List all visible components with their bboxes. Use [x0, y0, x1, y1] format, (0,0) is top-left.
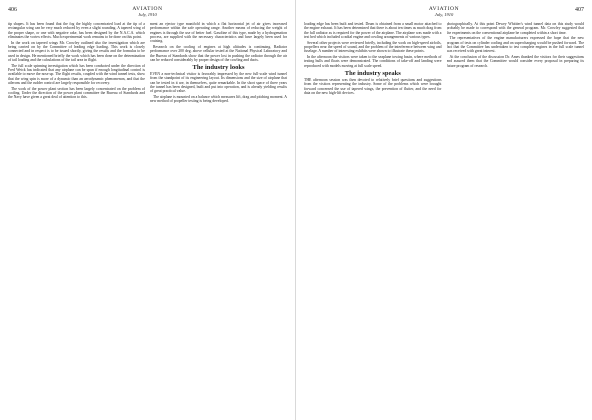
paragraph: In the work on tapered wings Mr. Crowley outlined also the investigation which are being carried on by the Committee of leading edge loading. This work is closely connected and in respect is to be issued shortly, giving the results and the formulas to be used in design. He mentioned briefly the work which has been done on the determination of tail loading and the calculations of the tail area in flight. [8, 40, 145, 62]
paragraph: The representatives of the engine manufacturers expressed the hope that the new program of tests on cylinder cooling and on supercharging would be pushed forward. The fact that the Committee has undertaken to test complete engines in the full scale tunnel was received with great interest. [446, 36, 584, 54]
right-page [296, 0, 592, 420]
paragraph: THE afternoon session was then devoted to relatively brief questions and suggestions from the visitors representing the industry. Some of the problems which were brought forward concerned the use of tapered wings, the prevention of flutter, and the need for data on the new high-lift devices. [304, 77, 442, 95]
left-page-header [8, 6, 287, 22]
left-header-title: AVIATION [132, 6, 163, 12]
right-header-date: July, 1910 [434, 12, 454, 17]
left-page-number: 406 [8, 7, 17, 13]
paragraph: EVEN a non-technical visitor is favorably impressed by the new full-scale wind tunnel from the standpoint of its engineering layout. Its dimensions and the size of airplane that can be tested in it are, in themselves, quite remarkable. In the short space of three years the tunnel has been designed, built and put into operation, and is already yielding results of great practical value. [150, 72, 287, 94]
paragraph: The work of the power plant section has been largely concentrated on the problem of cooling. Under the direction of the power plant committee the Bureau of Standards and the Navy have given a great deal of attention to this. [8, 86, 145, 100]
right-page-header [304, 6, 584, 22]
paragraph: ment an ejector type manifold in which a flat horizontal jet of air gives increased performance within the safe operating range. Another means of reducing the weight of engines is through the use of better fuel. Gasoline of this type, made by a hydrogenation process, are supplied with the necessary characteristics and have largely been used for cruising. [150, 22, 287, 44]
right-header-title: AVIATION [428, 6, 460, 12]
paragraph: photographically. At this point Dewey Whittier's wind tunnel data on this study would probably be made to correspond with the general program. Mr. Crowley suggested that the experiments on the conventional airplane be completed within a short time. [446, 22, 584, 35]
section-heading-industry-speaks: The industry speaks [344, 69, 401, 77]
right-page-number: 407 [575, 7, 584, 13]
paragraph: The airplane is mounted on a balance which measures lift, drag and pitching moment. A new method of propeller testing is being developed. [150, 95, 287, 104]
paragraph: In the afternoon the visitors were taken to the seaplane towing basin, where methods of testing hulls and floats were demonstrated. The conditions of take-off and landing were reproduced with models moving at full scale speed. [304, 55, 442, 68]
left-column-1 [8, 22, 145, 414]
paragraph: loading edge has been built and tested. Drum is obtained from a small motor attached to the engine exhaust. It has been determined that there is about ten times as much drag from the full radiator as is required for the power of the airplane. The airplane was made with a test bed which included a radial engine and cowling arrangements of various types. [304, 22, 442, 39]
right-column-1 [304, 22, 442, 414]
paragraph: Several other projects were reviewed briefly, including the work on high-speed airfoils, propellers near the speed of sound, and the problem of the interference between wing and fuselage. A number of interesting exhibits were shown to illustrate these points. [304, 40, 442, 54]
paragraph: Research on the cooling of engines at high altitudes is continuing. Radiator performance over 200 deg. above cellular tested at the National Physical Laboratory and the Bureau of Standards show that the power lost in pushing the radiator through the air can be reduced considerably by proper design of the cowling and ducts. [150, 44, 287, 62]
paragraph: At the conclusion of the discussion Dr. Ames thanked the visitors for their suggestions and assured them that the Committee would consider every proposal in preparing its future program of research. [446, 55, 584, 68]
paragraph: The full scale spinning investigation which has been conducted under the direction of Fred Weick has indicated that any airplane can be spun if enough longitudinal control is available to move the nose up. The flight results, coupled with the wind tunnel tests, show that the wing spin is more of a dynamic than an aerodynamic phenomenon, and that the ailerons and the rudder control are largely responsible for recovery. [8, 63, 145, 85]
left-header-date: July, 1910 [138, 12, 157, 17]
paragraph: tip shapes. It has been found that the fog the highly concentrated load at the tip of a rectangular wing can be very much reduced by even a slight rounding. A tapered wing of the proper shape, or one with negative rake, has been designed by the N.A.C.A. which eliminates the vortex effects. Much experimental work remains to be done on this point. [8, 22, 145, 39]
section-heading-industry-looks: The industry looks [192, 64, 245, 72]
right-column-2 [447, 22, 585, 414]
left-column-2 [150, 22, 287, 414]
